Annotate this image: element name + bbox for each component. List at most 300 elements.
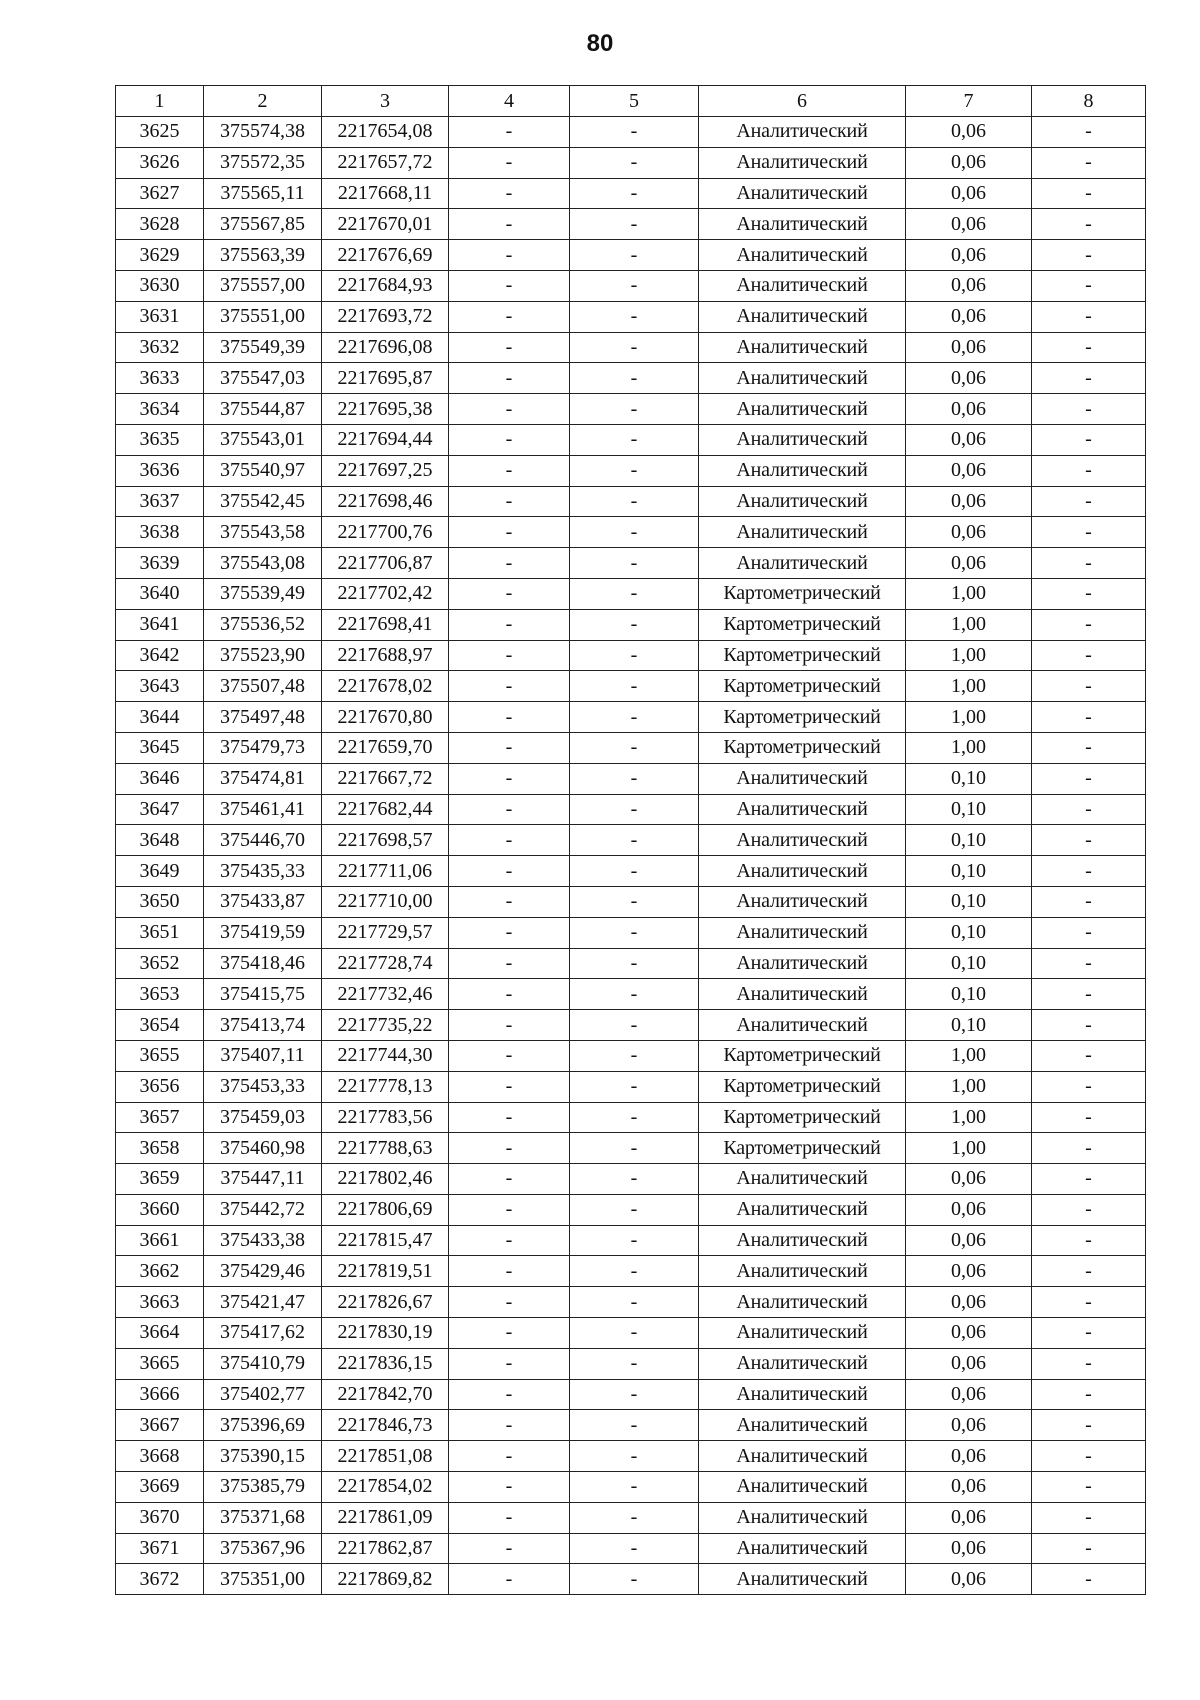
point-number-cell: 3659	[116, 1164, 204, 1195]
x-coordinate-cell: 375410,79	[204, 1348, 322, 1379]
col-4-value-cell: -	[449, 486, 570, 517]
col-5-value-cell: -	[570, 517, 699, 548]
col-8-value-cell: -	[1032, 424, 1146, 455]
point-number-cell: 3672	[116, 1564, 204, 1595]
col-4-value-cell: -	[449, 117, 570, 148]
point-number-cell: 3640	[116, 578, 204, 609]
y-coordinate-cell: 2217842,70	[322, 1379, 449, 1410]
col-5-value-cell: -	[570, 1472, 699, 1503]
col-4-value-cell: -	[449, 1348, 570, 1379]
col-8-value-cell: -	[1032, 1102, 1146, 1133]
table-row	[116, 794, 1146, 825]
table-row	[116, 1040, 1146, 1071]
col-5-value-cell: -	[570, 424, 699, 455]
col-5-value-cell: -	[570, 671, 699, 702]
col-4-value-cell: -	[449, 1194, 570, 1225]
col-4-value-cell: -	[449, 517, 570, 548]
col-5-value-cell: -	[570, 178, 699, 209]
y-coordinate-cell: 2217706,87	[322, 548, 449, 579]
x-coordinate-cell: 375497,48	[204, 702, 322, 733]
x-coordinate-cell: 375507,48	[204, 671, 322, 702]
x-coordinate-cell: 375351,00	[204, 1564, 322, 1595]
column-header: 3	[322, 86, 449, 117]
y-coordinate-cell: 2217676,69	[322, 240, 449, 271]
method-cell: Аналитический	[699, 117, 906, 148]
y-coordinate-cell: 2217826,67	[322, 1287, 449, 1318]
accuracy-cell: 0,06	[906, 517, 1032, 548]
accuracy-cell: 1,00	[906, 671, 1032, 702]
accuracy-cell: 0,10	[906, 856, 1032, 887]
col-4-value-cell: -	[449, 332, 570, 363]
y-coordinate-cell: 2217698,41	[322, 609, 449, 640]
point-number-cell: 3646	[116, 763, 204, 794]
point-number-cell: 3666	[116, 1379, 204, 1410]
col-4-value-cell: -	[449, 548, 570, 579]
x-coordinate-cell: 375429,46	[204, 1256, 322, 1287]
y-coordinate-cell: 2217802,46	[322, 1164, 449, 1195]
table-row	[116, 1533, 1146, 1564]
col-5-value-cell: -	[570, 948, 699, 979]
col-4-value-cell: -	[449, 825, 570, 856]
method-cell: Картометрический	[699, 578, 906, 609]
col-5-value-cell: -	[570, 363, 699, 394]
x-coordinate-cell: 375435,33	[204, 856, 322, 887]
col-8-value-cell: -	[1032, 301, 1146, 332]
point-number-cell: 3630	[116, 270, 204, 301]
col-8-value-cell: -	[1032, 209, 1146, 240]
accuracy-cell: 0,06	[906, 1287, 1032, 1318]
method-cell: Аналитический	[699, 209, 906, 240]
col-5-value-cell: -	[570, 1348, 699, 1379]
accuracy-cell: 0,06	[906, 209, 1032, 240]
accuracy-cell: 0,06	[906, 1225, 1032, 1256]
col-8-value-cell: -	[1032, 1071, 1146, 1102]
table-row	[116, 886, 1146, 917]
col-5-value-cell: -	[570, 1040, 699, 1071]
point-number-cell: 3661	[116, 1225, 204, 1256]
point-number-cell: 3636	[116, 455, 204, 486]
point-number-cell: 3656	[116, 1071, 204, 1102]
method-cell: Картометрический	[699, 1040, 906, 1071]
col-5-value-cell: -	[570, 332, 699, 363]
col-5-value-cell: -	[570, 301, 699, 332]
col-5-value-cell: -	[570, 1071, 699, 1102]
col-5-value-cell: -	[570, 640, 699, 671]
col-4-value-cell: -	[449, 856, 570, 887]
point-number-cell: 3670	[116, 1502, 204, 1533]
col-4-value-cell: -	[449, 455, 570, 486]
y-coordinate-cell: 2217729,57	[322, 917, 449, 948]
method-cell: Аналитический	[699, 270, 906, 301]
x-coordinate-cell: 375459,03	[204, 1102, 322, 1133]
col-4-value-cell: -	[449, 240, 570, 271]
column-header: 1	[116, 86, 204, 117]
y-coordinate-cell: 2217854,02	[322, 1472, 449, 1503]
method-cell: Аналитический	[699, 1164, 906, 1195]
y-coordinate-cell: 2217654,08	[322, 117, 449, 148]
table-row	[116, 732, 1146, 763]
x-coordinate-cell: 375539,49	[204, 578, 322, 609]
col-5-value-cell: -	[570, 209, 699, 240]
col-5-value-cell: -	[570, 240, 699, 271]
x-coordinate-cell: 375565,11	[204, 178, 322, 209]
col-4-value-cell: -	[449, 1256, 570, 1287]
method-cell: Аналитический	[699, 856, 906, 887]
col-8-value-cell: -	[1032, 455, 1146, 486]
accuracy-cell: 0,06	[906, 424, 1032, 455]
method-cell: Аналитический	[699, 1194, 906, 1225]
column-header: 6	[699, 86, 906, 117]
method-cell: Картометрический	[699, 640, 906, 671]
col-4-value-cell: -	[449, 671, 570, 702]
point-number-cell: 3645	[116, 732, 204, 763]
accuracy-cell: 1,00	[906, 640, 1032, 671]
col-8-value-cell: -	[1032, 1441, 1146, 1472]
column-header: 2	[204, 86, 322, 117]
coordinates-table	[115, 85, 1146, 1595]
table-row	[116, 702, 1146, 733]
accuracy-cell: 1,00	[906, 702, 1032, 733]
y-coordinate-cell: 2217836,15	[322, 1348, 449, 1379]
col-8-value-cell: -	[1032, 948, 1146, 979]
accuracy-cell: 0,06	[906, 1348, 1032, 1379]
col-4-value-cell: -	[449, 640, 570, 671]
col-8-value-cell: -	[1032, 979, 1146, 1010]
x-coordinate-cell: 375418,46	[204, 948, 322, 979]
y-coordinate-cell: 2217861,09	[322, 1502, 449, 1533]
col-8-value-cell: -	[1032, 578, 1146, 609]
col-8-value-cell: -	[1032, 640, 1146, 671]
accuracy-cell: 0,06	[906, 1256, 1032, 1287]
col-8-value-cell: -	[1032, 1164, 1146, 1195]
y-coordinate-cell: 2217682,44	[322, 794, 449, 825]
point-number-cell: 3631	[116, 301, 204, 332]
col-5-value-cell: -	[570, 455, 699, 486]
table-row	[116, 1472, 1146, 1503]
point-number-cell: 3664	[116, 1318, 204, 1349]
table-row	[116, 979, 1146, 1010]
method-cell: Аналитический	[699, 1348, 906, 1379]
point-number-cell: 3628	[116, 209, 204, 240]
col-8-value-cell: -	[1032, 886, 1146, 917]
col-4-value-cell: -	[449, 1441, 570, 1472]
col-4-value-cell: -	[449, 1287, 570, 1318]
col-8-value-cell: -	[1032, 1410, 1146, 1441]
table-row	[116, 455, 1146, 486]
method-cell: Аналитический	[699, 1502, 906, 1533]
point-number-cell: 3637	[116, 486, 204, 517]
method-cell: Аналитический	[699, 1379, 906, 1410]
accuracy-cell: 0,06	[906, 332, 1032, 363]
y-coordinate-cell: 2217830,19	[322, 1318, 449, 1349]
table-row	[116, 1348, 1146, 1379]
y-coordinate-cell: 2217702,42	[322, 578, 449, 609]
col-4-value-cell: -	[449, 1318, 570, 1349]
col-4-value-cell: -	[449, 732, 570, 763]
method-cell: Аналитический	[699, 763, 906, 794]
point-number-cell: 3665	[116, 1348, 204, 1379]
accuracy-cell: 0,10	[906, 1010, 1032, 1041]
point-number-cell: 3671	[116, 1533, 204, 1564]
x-coordinate-cell: 375543,58	[204, 517, 322, 548]
y-coordinate-cell: 2217711,06	[322, 856, 449, 887]
x-coordinate-cell: 375551,00	[204, 301, 322, 332]
col-4-value-cell: -	[449, 1410, 570, 1441]
point-number-cell: 3638	[116, 517, 204, 548]
y-coordinate-cell: 2217710,00	[322, 886, 449, 917]
table-row	[116, 424, 1146, 455]
y-coordinate-cell: 2217670,01	[322, 209, 449, 240]
method-cell: Аналитический	[699, 1010, 906, 1041]
method-cell: Аналитический	[699, 424, 906, 455]
col-8-value-cell: -	[1032, 1010, 1146, 1041]
method-cell: Аналитический	[699, 301, 906, 332]
table-row	[116, 486, 1146, 517]
table-row	[116, 1194, 1146, 1225]
col-8-value-cell: -	[1032, 1472, 1146, 1503]
x-coordinate-cell: 375396,69	[204, 1410, 322, 1441]
x-coordinate-cell: 375442,72	[204, 1194, 322, 1225]
x-coordinate-cell: 375542,45	[204, 486, 322, 517]
y-coordinate-cell: 2217668,11	[322, 178, 449, 209]
accuracy-cell: 0,06	[906, 455, 1032, 486]
col-5-value-cell: -	[570, 732, 699, 763]
col-5-value-cell: -	[570, 548, 699, 579]
col-8-value-cell: -	[1032, 1502, 1146, 1533]
col-8-value-cell: -	[1032, 240, 1146, 271]
table-row	[116, 1410, 1146, 1441]
col-4-value-cell: -	[449, 979, 570, 1010]
x-coordinate-cell: 375415,75	[204, 979, 322, 1010]
col-4-value-cell: -	[449, 270, 570, 301]
col-4-value-cell: -	[449, 178, 570, 209]
method-cell: Аналитический	[699, 1533, 906, 1564]
y-coordinate-cell: 2217862,87	[322, 1533, 449, 1564]
col-5-value-cell: -	[570, 856, 699, 887]
col-4-value-cell: -	[449, 1472, 570, 1503]
method-cell: Аналитический	[699, 979, 906, 1010]
method-cell: Аналитический	[699, 363, 906, 394]
col-8-value-cell: -	[1032, 394, 1146, 425]
point-number-cell: 3654	[116, 1010, 204, 1041]
col-4-value-cell: -	[449, 301, 570, 332]
table-row	[116, 1441, 1146, 1472]
point-number-cell: 3658	[116, 1133, 204, 1164]
column-header: 5	[570, 86, 699, 117]
x-coordinate-cell: 375461,41	[204, 794, 322, 825]
point-number-cell: 3627	[116, 178, 204, 209]
y-coordinate-cell: 2217851,08	[322, 1441, 449, 1472]
column-header: 7	[906, 86, 1032, 117]
page-number: 80	[586, 30, 614, 57]
method-cell: Аналитический	[699, 486, 906, 517]
y-coordinate-cell: 2217697,25	[322, 455, 449, 486]
col-5-value-cell: -	[570, 917, 699, 948]
point-number-cell: 3639	[116, 548, 204, 579]
col-5-value-cell: -	[570, 702, 699, 733]
x-coordinate-cell: 375446,70	[204, 825, 322, 856]
col-5-value-cell: -	[570, 1533, 699, 1564]
col-5-value-cell: -	[570, 117, 699, 148]
y-coordinate-cell: 2217684,93	[322, 270, 449, 301]
point-number-cell: 3647	[116, 794, 204, 825]
accuracy-cell: 0,10	[906, 917, 1032, 948]
col-5-value-cell: -	[570, 1287, 699, 1318]
point-number-cell: 3663	[116, 1287, 204, 1318]
table-row	[116, 609, 1146, 640]
accuracy-cell: 0,10	[906, 979, 1032, 1010]
col-8-value-cell: -	[1032, 1133, 1146, 1164]
x-coordinate-cell: 375543,08	[204, 548, 322, 579]
accuracy-cell: 0,06	[906, 1441, 1032, 1472]
method-cell: Аналитический	[699, 178, 906, 209]
point-number-cell: 3642	[116, 640, 204, 671]
method-cell: Аналитический	[699, 455, 906, 486]
y-coordinate-cell: 2217815,47	[322, 1225, 449, 1256]
col-8-value-cell: -	[1032, 1194, 1146, 1225]
method-cell: Картометрический	[699, 609, 906, 640]
table-row	[116, 1318, 1146, 1349]
col-5-value-cell: -	[570, 147, 699, 178]
y-coordinate-cell: 2217778,13	[322, 1071, 449, 1102]
method-cell: Аналитический	[699, 394, 906, 425]
col-8-value-cell: -	[1032, 363, 1146, 394]
accuracy-cell: 1,00	[906, 732, 1032, 763]
col-8-value-cell: -	[1032, 548, 1146, 579]
col-8-value-cell: -	[1032, 270, 1146, 301]
y-coordinate-cell: 2217693,72	[322, 301, 449, 332]
col-4-value-cell: -	[449, 794, 570, 825]
accuracy-cell: 0,06	[906, 1472, 1032, 1503]
x-coordinate-cell: 375549,39	[204, 332, 322, 363]
col-8-value-cell: -	[1032, 671, 1146, 702]
x-coordinate-cell: 375574,38	[204, 117, 322, 148]
x-coordinate-cell: 375433,87	[204, 886, 322, 917]
y-coordinate-cell: 2217783,56	[322, 1102, 449, 1133]
table-row	[116, 178, 1146, 209]
accuracy-cell: 0,10	[906, 794, 1032, 825]
table-row	[116, 117, 1146, 148]
x-coordinate-cell: 375474,81	[204, 763, 322, 794]
col-4-value-cell: -	[449, 948, 570, 979]
x-coordinate-cell: 375447,11	[204, 1164, 322, 1195]
accuracy-cell: 0,06	[906, 1410, 1032, 1441]
y-coordinate-cell: 2217728,74	[322, 948, 449, 979]
method-cell: Аналитический	[699, 240, 906, 271]
col-4-value-cell: -	[449, 1564, 570, 1595]
accuracy-cell: 1,00	[906, 1102, 1032, 1133]
accuracy-cell: 1,00	[906, 1040, 1032, 1071]
x-coordinate-cell: 375385,79	[204, 1472, 322, 1503]
x-coordinate-cell: 375536,52	[204, 609, 322, 640]
table-row	[116, 147, 1146, 178]
table-row	[116, 763, 1146, 794]
accuracy-cell: 1,00	[906, 1133, 1032, 1164]
method-cell: Аналитический	[699, 147, 906, 178]
col-8-value-cell: -	[1032, 732, 1146, 763]
point-number-cell: 3651	[116, 917, 204, 948]
y-coordinate-cell: 2217696,08	[322, 332, 449, 363]
table-row	[116, 301, 1146, 332]
x-coordinate-cell: 375419,59	[204, 917, 322, 948]
col-8-value-cell: -	[1032, 147, 1146, 178]
table-row	[116, 578, 1146, 609]
method-cell: Аналитический	[699, 1225, 906, 1256]
y-coordinate-cell: 2217846,73	[322, 1410, 449, 1441]
table-row	[116, 240, 1146, 271]
point-number-cell: 3667	[116, 1410, 204, 1441]
y-coordinate-cell: 2217657,72	[322, 147, 449, 178]
col-8-value-cell: -	[1032, 763, 1146, 794]
col-4-value-cell: -	[449, 763, 570, 794]
y-coordinate-cell: 2217659,70	[322, 732, 449, 763]
accuracy-cell: 0,06	[906, 178, 1032, 209]
col-5-value-cell: -	[570, 1379, 699, 1410]
y-coordinate-cell: 2217695,87	[322, 363, 449, 394]
col-4-value-cell: -	[449, 1502, 570, 1533]
col-4-value-cell: -	[449, 147, 570, 178]
point-number-cell: 3633	[116, 363, 204, 394]
table-row	[116, 517, 1146, 548]
col-4-value-cell: -	[449, 609, 570, 640]
method-cell: Картометрический	[699, 1133, 906, 1164]
x-coordinate-cell: 375453,33	[204, 1071, 322, 1102]
y-coordinate-cell: 2217678,02	[322, 671, 449, 702]
col-4-value-cell: -	[449, 917, 570, 948]
method-cell: Аналитический	[699, 948, 906, 979]
y-coordinate-cell: 2217735,22	[322, 1010, 449, 1041]
method-cell: Аналитический	[699, 825, 906, 856]
point-number-cell: 3625	[116, 117, 204, 148]
method-cell: Картометрический	[699, 1102, 906, 1133]
point-number-cell: 3669	[116, 1472, 204, 1503]
accuracy-cell: 0,06	[906, 1502, 1032, 1533]
point-number-cell: 3632	[116, 332, 204, 363]
table-row	[116, 1502, 1146, 1533]
method-cell: Картометрический	[699, 1071, 906, 1102]
col-5-value-cell: -	[570, 1441, 699, 1472]
x-coordinate-cell: 375390,15	[204, 1441, 322, 1472]
accuracy-cell: 0,06	[906, 363, 1032, 394]
point-number-cell: 3641	[116, 609, 204, 640]
table-row	[116, 1564, 1146, 1595]
col-4-value-cell: -	[449, 1133, 570, 1164]
table-row	[116, 1102, 1146, 1133]
method-cell: Аналитический	[699, 1256, 906, 1287]
point-number-cell: 3650	[116, 886, 204, 917]
y-coordinate-cell: 2217744,30	[322, 1040, 449, 1071]
x-coordinate-cell: 375567,85	[204, 209, 322, 240]
accuracy-cell: 0,06	[906, 1194, 1032, 1225]
x-coordinate-cell: 375433,38	[204, 1225, 322, 1256]
y-coordinate-cell: 2217788,63	[322, 1133, 449, 1164]
col-8-value-cell: -	[1032, 825, 1146, 856]
col-5-value-cell: -	[570, 886, 699, 917]
method-cell: Картометрический	[699, 702, 906, 733]
col-8-value-cell: -	[1032, 178, 1146, 209]
col-4-value-cell: -	[449, 1379, 570, 1410]
col-8-value-cell: -	[1032, 917, 1146, 948]
x-coordinate-cell: 375413,74	[204, 1010, 322, 1041]
accuracy-cell: 0,06	[906, 1564, 1032, 1595]
accuracy-cell: 0,06	[906, 1318, 1032, 1349]
method-cell: Аналитический	[699, 1287, 906, 1318]
col-8-value-cell: -	[1032, 609, 1146, 640]
point-number-cell: 3668	[116, 1441, 204, 1472]
col-8-value-cell: -	[1032, 1318, 1146, 1349]
point-number-cell: 3626	[116, 147, 204, 178]
col-8-value-cell: -	[1032, 1225, 1146, 1256]
